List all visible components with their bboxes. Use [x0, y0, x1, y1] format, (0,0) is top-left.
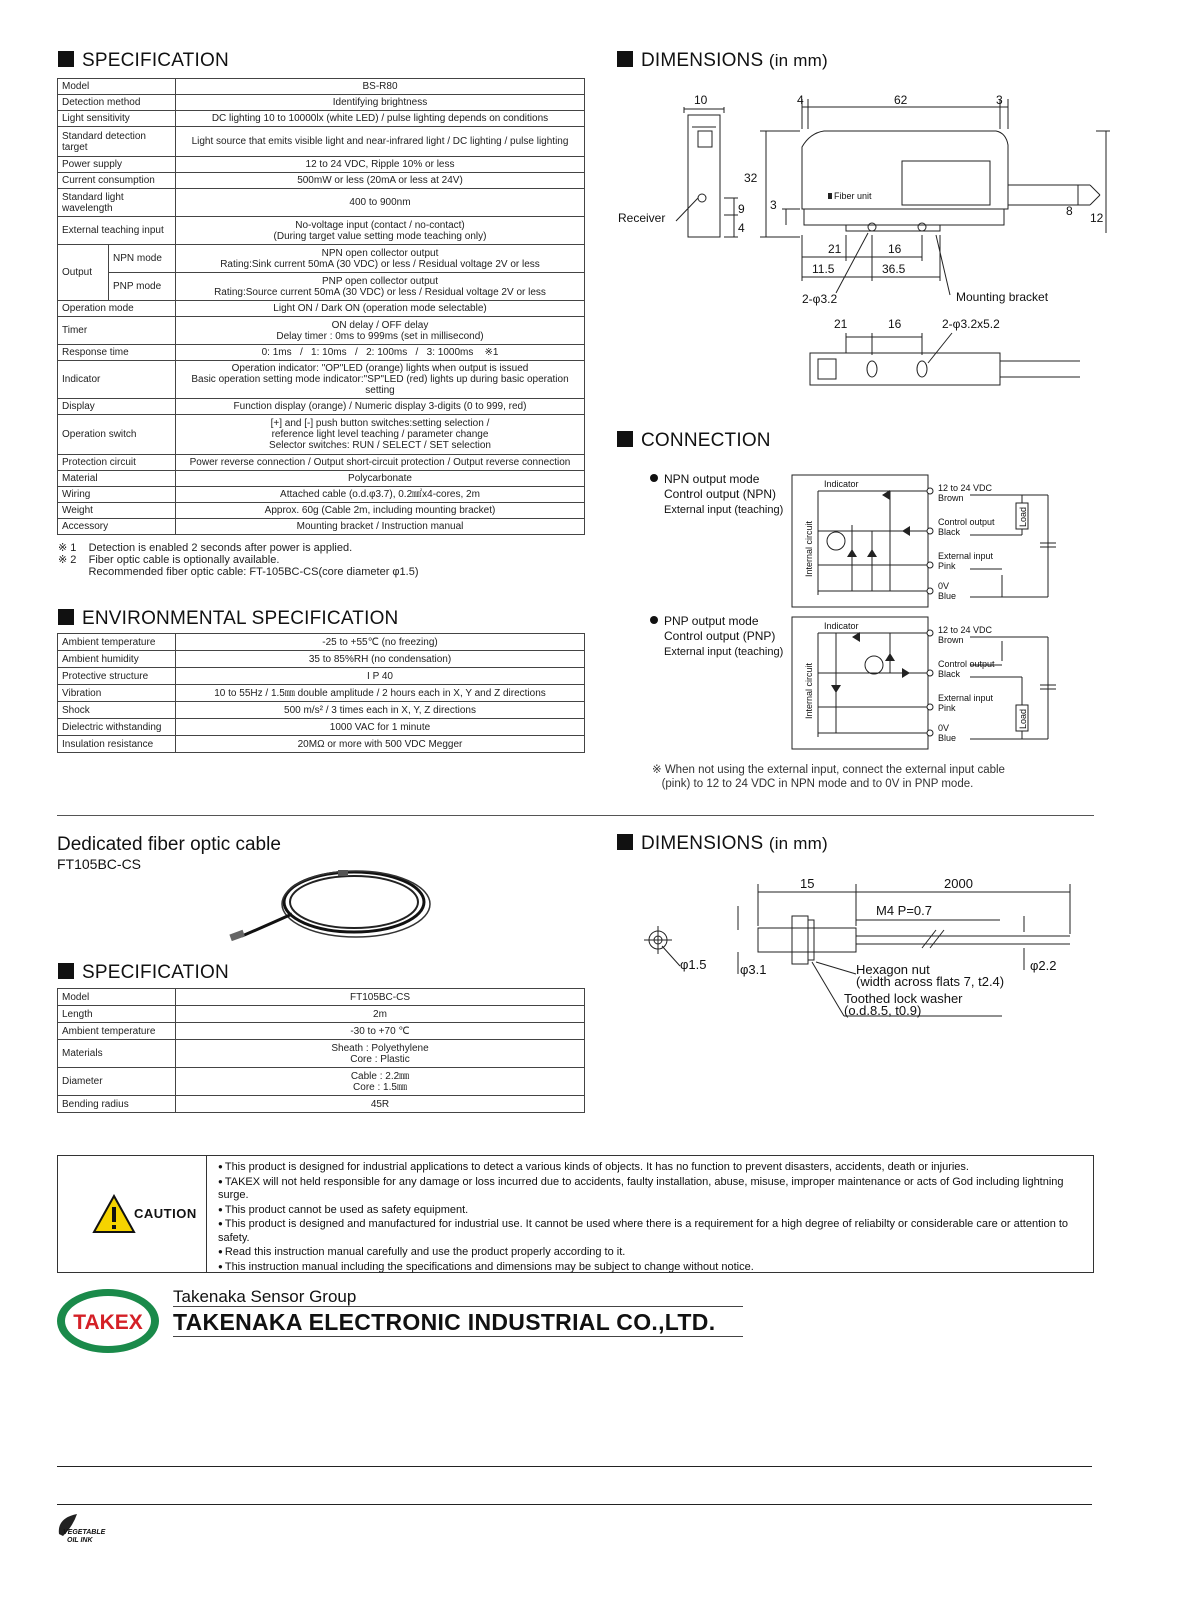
env-value: -25 to +55℃ (no freezing)	[176, 634, 585, 651]
dim-21b: 21	[834, 317, 848, 331]
spec-value: Approx. 60g (Cable 2m, including mounting bracket)	[176, 503, 585, 519]
dim-8: 8	[1066, 204, 1073, 218]
dims-title: DIMENSIONS (in mm)	[617, 50, 828, 72]
spec-value: ON delay / OFF delay Delay timer : 0ms to 999ms (set in millisecond)	[176, 317, 585, 345]
spec-label: Accessory	[58, 519, 176, 535]
table-row	[58, 719, 585, 736]
spec-sublabel: NPN mode	[109, 245, 176, 273]
spec-label: Model	[58, 79, 176, 95]
spec-value: Mounting bracket / Instruction manual	[176, 519, 585, 535]
footer-rule	[173, 1306, 743, 1307]
spec-value: 12 to 24 VDC, Ripple 10% or less	[176, 157, 585, 173]
table-row	[58, 471, 585, 487]
npn-external-input: External input (teaching)	[664, 504, 784, 516]
table-row	[58, 487, 585, 503]
dim-4b: 4	[738, 221, 745, 235]
table-row	[58, 217, 585, 245]
spec-label: Weight	[58, 503, 176, 519]
dim-4: 4	[797, 93, 804, 107]
dim-9: 9	[738, 202, 745, 216]
cable-title: Dedicated fiber optic cable	[57, 834, 281, 855]
table-row	[58, 301, 585, 317]
table-row	[58, 273, 585, 301]
dim-62: 62	[894, 93, 908, 107]
bracket-label: Mounting bracket	[956, 290, 1049, 304]
env-value: I P 40	[176, 668, 585, 685]
spec-value: 400 to 900nm	[176, 189, 585, 217]
spec-label: Operation mode	[58, 301, 176, 317]
spec-value: PNP open collector output Rating:Source current 50mA (30 VDC) or less / Residual voltage 2V or less	[176, 273, 585, 301]
table-row	[58, 361, 585, 399]
cable-label: Materials	[58, 1040, 176, 1068]
wire-color: Blue	[938, 591, 957, 601]
company-name: TAKENAKA ELECTRONIC INDUSTRIAL CO.,LTD.	[173, 1309, 716, 1335]
table-row	[58, 1040, 585, 1068]
connection-title: CONNECTION	[617, 430, 771, 452]
spec-value: Light ON / Dark ON (operation mode selectable)	[176, 301, 585, 317]
cable-dims-title: DIMENSIONS (in mm)	[617, 833, 828, 855]
cable-label: Ambient temperature	[58, 1023, 176, 1040]
sensor-dimension-drawing	[610, 85, 1130, 405]
wire-color: Brown	[938, 493, 964, 503]
dim-16b: 16	[888, 317, 902, 331]
cable-label: Bending radius	[58, 1096, 176, 1113]
npn-heading: NPN output mode	[664, 472, 760, 486]
wire-name: Control output	[938, 659, 995, 669]
phi-3-1: φ3.1	[740, 962, 767, 977]
npn-control-output: Control output (NPN)	[664, 487, 777, 501]
cable-label: Length	[58, 1006, 176, 1023]
env-label: Insulation resistance	[58, 736, 176, 753]
env-value: 35 to 85%RH (no condensation)	[176, 651, 585, 668]
table-row	[58, 173, 585, 189]
washer-detail: (o.d.8.5, t0.9)	[844, 1003, 922, 1018]
env-title: ENVIRONMENTAL SPECIFICATION	[58, 608, 398, 630]
footer-rule	[173, 1336, 743, 1337]
table-row	[58, 668, 585, 685]
cable-value: -30 to +70 ℃	[176, 1023, 585, 1040]
wire-color: Brown	[938, 635, 964, 645]
table-row	[58, 1068, 585, 1096]
spec-value: Operation indicator: "OP"LED (orange) lights when output is issued Basic operation setting mode indicator:"SP"LED (red) lights up during basic operation setting	[176, 361, 585, 399]
cable-value: Cable : 2.2㎜ Core : 1.5㎜	[176, 1068, 585, 1096]
spec-label: Response time	[58, 345, 176, 361]
cable-model: FT105BC-CS	[57, 856, 142, 872]
table-row	[58, 245, 585, 273]
dim-32: 32	[744, 171, 758, 185]
spec-value: Function display (orange) / Numeric display 3-digits (0 to 999, red)	[176, 399, 585, 415]
env-value: 10 to 55Hz / 1.5㎜ double amplitude / 2 hours each in X, Y and Z directions	[176, 685, 585, 702]
table-row	[58, 519, 585, 535]
table-row	[58, 111, 585, 127]
wire-name: External input	[938, 693, 994, 703]
npn-internal-circuit-label: Internal circuit	[804, 520, 814, 577]
dim-2000: 2000	[944, 876, 973, 891]
table-row	[58, 79, 585, 95]
wire-name: 12 to 24 VDC	[938, 625, 993, 635]
takex-logo	[55, 1287, 161, 1355]
caution-item: ● This product cannot be used as safety equipment.	[218, 1203, 1086, 1218]
dim-12: 12	[1090, 211, 1104, 225]
cable-value: Sheath : Polyethylene Core : Plastic	[176, 1040, 585, 1068]
wire-name: External input	[938, 551, 994, 561]
spec-value: Polycarbonate	[176, 471, 585, 487]
pnp-load-label: Load	[1018, 708, 1028, 729]
pnp-heading: PNP output mode	[664, 614, 759, 628]
dim-36-5: 36.5	[882, 262, 906, 276]
wire-color: Black	[938, 527, 961, 537]
table-row	[58, 455, 585, 471]
spec-label: Display	[58, 399, 176, 415]
env-value: 20MΩ or more with 500 VDC Megger	[176, 736, 585, 753]
spec-value: DC lighting 10 to 10000lx (white LED) / pulse lighting depends on conditions	[176, 111, 585, 127]
npn-load-label: Load	[1018, 506, 1028, 527]
dim-10: 10	[694, 93, 708, 107]
washer-label: Toothed lock washer	[844, 991, 963, 1006]
spec-value: Light source that emits visible light and near-infrared light / DC lighting / pulse lighting	[176, 127, 585, 157]
caution-list	[218, 1160, 1086, 1274]
wire-color: Pink	[938, 703, 956, 713]
spec-label: Material	[58, 471, 176, 487]
spec-label: Standard light wavelength	[58, 189, 176, 217]
caution-item: ● This instruction manual including the specifications and dimensions may be subject to change without notice.	[218, 1260, 1086, 1275]
caution-box	[57, 1155, 1094, 1273]
hole-label: 2-φ3.2	[802, 292, 838, 306]
caution-item: ● Read this instruction manual carefully and use the product properly according to it.	[218, 1245, 1086, 1260]
spec-value: NPN open collector output Rating:Sink current 50mA (30 VDC) or less / Residual voltage 2V or less	[176, 245, 585, 273]
table-row	[58, 95, 585, 111]
spec-label: Protection circuit	[58, 455, 176, 471]
table-row	[58, 1006, 585, 1023]
spec-label: Light sensitivity	[58, 111, 176, 127]
table-row	[58, 345, 585, 361]
threaded-head	[758, 928, 856, 952]
wire-color: Blue	[938, 733, 957, 743]
env-label: Ambient temperature	[58, 634, 176, 651]
wire-name: Control output	[938, 517, 995, 527]
wire-name: 12 to 24 VDC	[938, 483, 993, 493]
caution-label: CAUTION	[134, 1206, 197, 1221]
env-label: Ambient humidity	[58, 651, 176, 668]
spec-table	[57, 78, 585, 535]
table-row	[58, 1096, 585, 1113]
table-row	[58, 651, 585, 668]
dim-16: 16	[888, 242, 902, 256]
nut-detail: (width across flats 7, t2.4)	[856, 974, 1005, 989]
connection-note: ※ When not using the external input, connect the external input cable (pink) to 12 to 24 VDC in NPN mode and to 0V in PNP mode.	[652, 764, 1005, 790]
front-view-body	[688, 115, 720, 237]
cable-value: 45R	[176, 1096, 585, 1113]
table-row	[58, 317, 585, 345]
spec-label: Wiring	[58, 487, 176, 503]
cable-value: 2m	[176, 1006, 585, 1023]
veg-label: OIL INK	[67, 1537, 93, 1544]
spec-label: Current consumption	[58, 173, 176, 189]
divider	[57, 1504, 1092, 1505]
cable-label: Diameter	[58, 1068, 176, 1096]
spec-value: [+] and [-] push button switches:setting selection / reference light level teaching / parameter change Selector switches: RUN / SELECT / SET selection	[176, 415, 585, 455]
table-row	[58, 989, 585, 1006]
spec-label: Output	[58, 245, 109, 301]
spec-sublabel: PNP mode	[109, 273, 176, 301]
table-row	[58, 189, 585, 217]
dim-3b: 3	[770, 198, 777, 212]
side-view-body	[802, 131, 1008, 209]
table-row	[58, 503, 585, 519]
spec-value: No-voltage input (contact / no-contact) (During target value setting mode teaching only)	[176, 217, 585, 245]
connection-diagram	[640, 465, 1080, 765]
pnp-control-output: Control output (PNP)	[664, 629, 776, 643]
nut-label: Hexagon nut	[856, 962, 930, 977]
warning-icon	[92, 1194, 136, 1234]
dim-21: 21	[828, 242, 842, 256]
fiber-unit-label: Fiber unit	[834, 191, 872, 201]
spec-label: Indicator	[58, 361, 176, 399]
env-label: Vibration	[58, 685, 176, 702]
slot-label: 2-φ3.2x5.2	[942, 317, 1000, 331]
cable-spec-title: SPECIFICATION	[58, 962, 229, 984]
wire-color: Pink	[938, 561, 956, 571]
table-row	[58, 157, 585, 173]
spec-title: SPECIFICATION	[58, 50, 229, 72]
npn-indicator-label: Indicator	[824, 479, 859, 489]
logo-text: TAKEX	[73, 1311, 143, 1334]
table-row	[58, 702, 585, 719]
spec-footnotes: ※ 1 Detection is enabled 2 seconds after power is applied. ※ 2 Fiber optic cable is optionally available. Recommended fiber optic cable: FT-105BC-CS(core diameter φ1.5)	[58, 542, 419, 578]
spec-value: 0: 1ms / 1: 10ms / 2: 100ms / 3: 1000ms ※1	[176, 345, 585, 361]
phi-2-2: φ2.2	[1030, 958, 1057, 973]
table-row	[58, 685, 585, 702]
table-row	[58, 1023, 585, 1040]
pnp-external-input: External input (teaching)	[664, 646, 784, 658]
wire-name: 0V	[938, 723, 950, 733]
receiver-label: Receiver	[618, 211, 666, 225]
cable-dimension-drawing	[640, 870, 1090, 1030]
bracket-view	[810, 353, 1000, 385]
dim-11-5: 11.5	[812, 262, 835, 276]
wire-color: Black	[938, 669, 961, 679]
env-value: 1000 VAC for 1 minute	[176, 719, 585, 736]
table-row	[58, 634, 585, 651]
caution-item: ● TAKEX will not held responsible for any damage or loss incurred due to accidents, faulty installation, abuse, misuse, improper maintenance or acts of God including lightning surge.	[218, 1175, 1086, 1203]
divider	[57, 1466, 1092, 1467]
env-value: 500 m/s² / 3 times each in X, Y, Z directions	[176, 702, 585, 719]
thread-label: M4 P=0.7	[876, 903, 933, 918]
table-row	[58, 399, 585, 415]
table-row	[58, 736, 585, 753]
cable-value: FT105BC-CS	[176, 989, 585, 1006]
spec-value: 500mW or less (20mA or less at 24V)	[176, 173, 585, 189]
spec-value: Attached cable (o.d.φ3.7), 0.2㎟x4-cores, 2m	[176, 487, 585, 503]
phi-1-5: φ1.5	[680, 957, 707, 972]
pnp-internal-circuit-label: Internal circuit	[804, 662, 814, 719]
cable-label: Model	[58, 989, 176, 1006]
spec-label: Power supply	[58, 157, 176, 173]
spec-label: Detection method	[58, 95, 176, 111]
caution-item: ● This product is designed and manufactured for industrial use. It cannot be used where there is a requirement for a high degree of reliabilty or considerable care or attention to safety.	[218, 1217, 1086, 1245]
spec-value: BS-R80	[176, 79, 585, 95]
fiber-cable-photo	[220, 862, 440, 946]
spec-label: Timer	[58, 317, 176, 345]
spec-value: Power reverse connection / Output short-circuit protection / Output reverse connection	[176, 455, 585, 471]
dim-15: 15	[800, 876, 815, 891]
pnp-indicator-label: Indicator	[824, 621, 859, 631]
spec-label: Operation switch	[58, 415, 176, 455]
wire-name: 0V	[938, 581, 950, 591]
spec-label: Standard detection target	[58, 127, 176, 157]
env-label: Protective structure	[58, 668, 176, 685]
table-row	[58, 127, 585, 157]
divider	[57, 815, 1094, 816]
caution-item: ● This product is designed for industrial applications to detect a various kinds of objects. It has no function to prevent disasters, accidents, death or injuries.	[218, 1160, 1086, 1175]
vegetable-oil-ink-icon	[55, 1510, 115, 1544]
env-table	[57, 633, 585, 753]
table-row	[58, 415, 585, 455]
veg-label: VEGETABLE	[63, 1529, 106, 1536]
group-name: Takenaka Sensor Group	[173, 1287, 357, 1306]
cable-spec-table	[57, 988, 585, 1113]
env-label: Shock	[58, 702, 176, 719]
env-label: Dielectric withstanding	[58, 719, 176, 736]
spec-label: External teaching input	[58, 217, 176, 245]
spec-value: Identifying brightness	[176, 95, 585, 111]
dim-3: 3	[996, 93, 1003, 107]
